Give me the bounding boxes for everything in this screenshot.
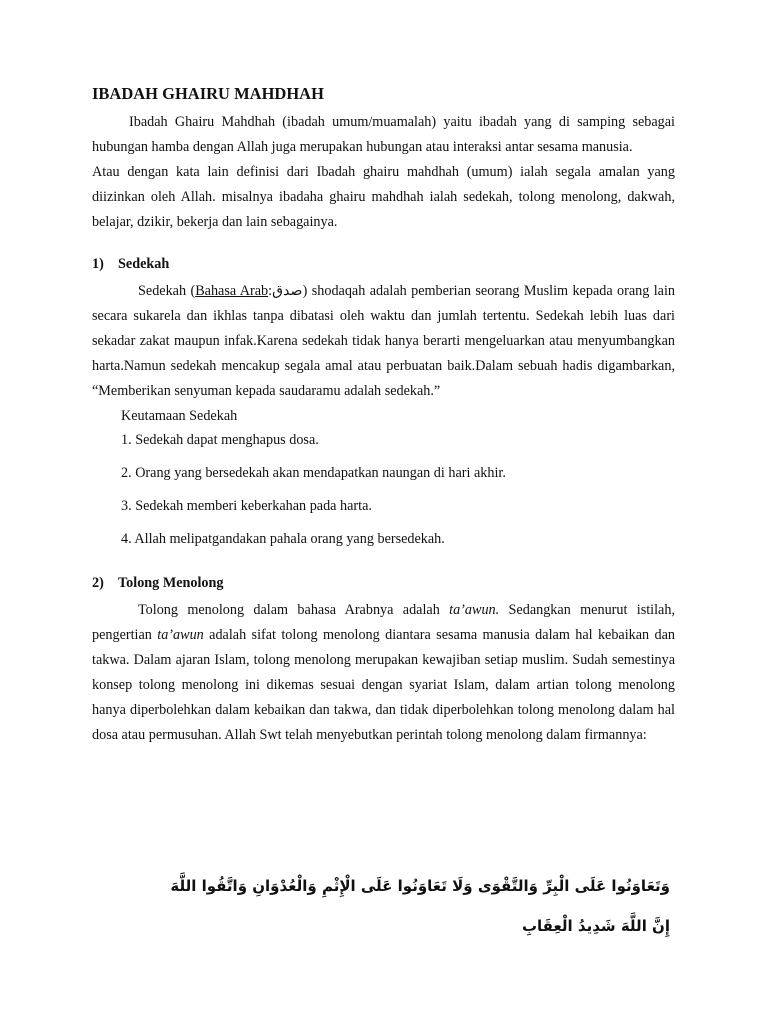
bahasa-arab-link[interactable]: Bahasa Arab: [195, 283, 269, 299]
text-span: Sedangkan menurut istilah, pengertian: [92, 602, 675, 643]
section-heading-sedekah: [92, 253, 675, 275]
text-span: adalah sifat tolong menolong diantara sesama manusia dalam hal kebaikan dan takwa. Dalam ajaran Islam, tolong menolong merupakan kewajiban setiap muslim. Sudah semestinya konsep tolong menolong ini dikemas sesuai dengan syariat Islam, dalam artian tolong menolong hanya diperbolehkan dalam kebaikan dan takwa, dan tidak diperbolehkan tolong menolong dalam hal dosa atau permusuhan. Allah Swt telah menyebutkan perintah tolong menolong dalam firmannya:: [92, 627, 676, 743]
term-taawun: ta’awun: [157, 627, 204, 643]
page-title: IBADAH GHAIRU MAHDHAH: [92, 84, 324, 103]
quran-verse: وَتَعَاوَنُوا عَلَى الْبِرِّ وَالتَّقْوَى وَلَا تَعَاوَنُوا عَلَى الْإِثْمِ وَالْعُدْوَانِ وَاتَّقُوا اللَّهَ إِنَّ اللَّهَ شَدِيدُ الْعِقَابِ: [170, 877, 670, 935]
list-item: 3. Sedekah memberi keberkahan pada harta.: [121, 498, 372, 514]
arabic-word: :صدق: [268, 283, 303, 299]
intro-paragraph-2: Atau dengan kata lain definisi dari Ibadah ghairu mahdhah (umum) ialah segala amalan yang diizinkan oleh Allah. misalnya ibadaha ghairu mahdhah ialah sedekah, tolong menolong, dakwah, belajar, dzikir, bekerja dan lain sebagainya.: [92, 164, 675, 230]
text-span: Sedekah (: [138, 283, 196, 299]
keutamaan-subheading: Keutamaan Sedekah: [121, 408, 238, 424]
intro-paragraph-1: Ibadah Ghairu Mahdhah (ibadah umum/muamalah) yaitu ibadah yang di samping sebagai hubungan hamba dengan Allah juga merupakan hubungan atau interaksi antar sesama manusia.: [92, 114, 675, 155]
section-title: Sedekah: [118, 256, 170, 272]
section-number: 2): [92, 575, 104, 591]
list-item: 1. Sedekah dapat menghapus dosa.: [121, 432, 319, 448]
section-heading-tolong-menolong: [92, 572, 675, 594]
list-item: 2. Orang yang bersedekah akan mendapatkan naungan di hari akhir.: [121, 465, 506, 481]
text-span: ) shodaqah adalah pemberian seorang Muslim kepada orang lain secara sukarela dan ikhlas tanpa dibatasi oleh waktu dan jumlah tertentu. Sedekah lebih luas dari sekadar zakat maupun infak.Karena sedekah tidak hanya berarti mengeluarkan atau menyumbangkan harta.Namun sedekah mencakup segala amal atau perbuatan baik.Dalam sebuah hadis digambarkan, “Memberikan senyuman kepada saudaramu adalah sedekah.”: [92, 283, 675, 399]
section-title: Tolong Menolong: [118, 575, 224, 591]
tolong-menolong-paragraph: [92, 598, 675, 748]
keutamaan-list: [92, 428, 675, 551]
text-span: Tolong menolong dalam bahasa Arabnya adalah: [138, 602, 450, 618]
list-item: 4. Allah melipatgandakan pahala orang yang bersedekah.: [121, 531, 445, 547]
section-number: 1): [92, 256, 104, 272]
term-taawun: ta’awun.: [449, 602, 500, 618]
sedekah-paragraph: [92, 279, 675, 404]
document-body: [92, 84, 675, 748]
